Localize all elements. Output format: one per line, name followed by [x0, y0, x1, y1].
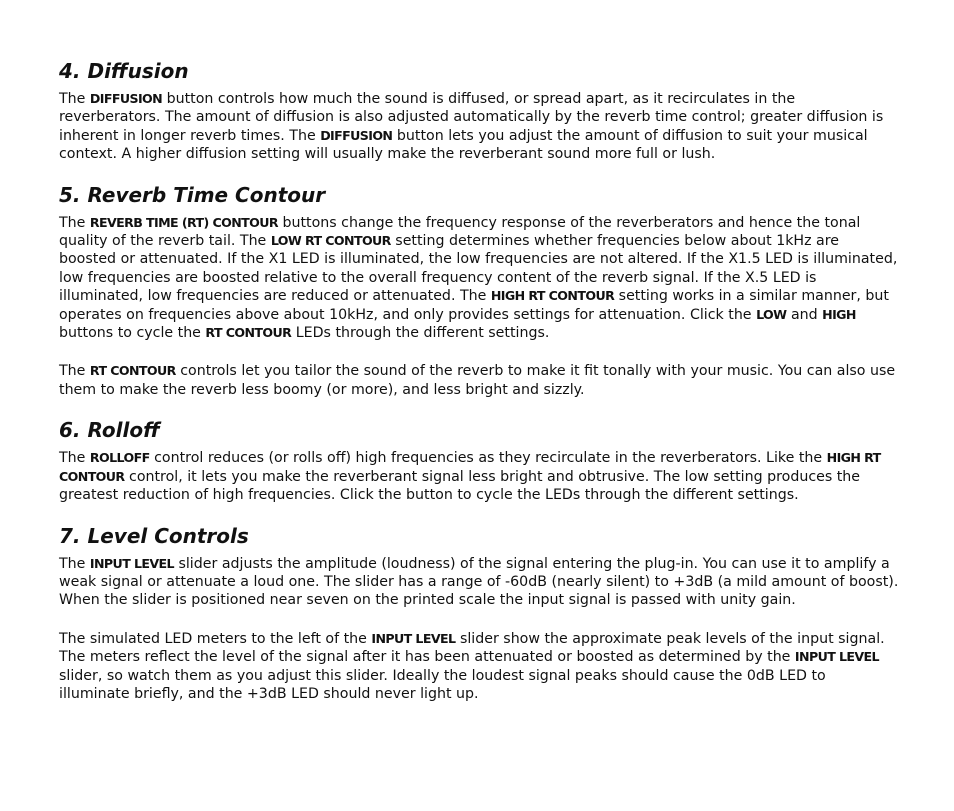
text-run: button controls how much the sound is diffused, or spread apart, as it recirculates in the reverberators. The amount of diffusion is also adjusted automatically by the reverb time control; greater diffusion is inherent in longer reverb times. The: [59, 91, 884, 144]
text-run: and: [786, 306, 823, 323]
text-run: buttons change the frequency response of the reverberators and hence the tonal quality of the reverb tail. The: [59, 214, 861, 250]
paragraph: [59, 90, 899, 164]
section-level-controls: [59, 523, 899, 704]
keyword-low: LOW: [756, 306, 787, 322]
keyword-input-level: INPUT LEVEL: [89, 555, 174, 571]
paragraph: [59, 362, 899, 399]
text-run: slider, so watch them as you adjust this slider. Ideally the loudest signal peaks should cause the 0dB LED to illuminate briefly, and the +3dB LED should never light up.: [59, 667, 826, 702]
keyword-diffusion: DIFFUSION: [89, 91, 163, 106]
keyword-high: HIGH: [822, 306, 856, 322]
text-run: buttons to cycle the: [59, 325, 206, 342]
keyword-input-level: INPUT LEVEL: [371, 630, 456, 646]
keyword-rt-contour: RT CONTOUR: [205, 325, 292, 341]
keyword-reverb-time-contour: REVERB TIME (RT) CONTOUR: [89, 214, 278, 230]
keyword-input-level: INPUT LEVEL: [794, 649, 879, 665]
paragraph: [59, 555, 899, 610]
text-run: setting works in a similar manner, but operates on frequencies above about 10kHz, and only provides settings for attenuation. Click the: [59, 288, 889, 323]
keyword-low-rt-contour: LOW RT CONTOUR: [270, 233, 391, 249]
text-run: The: [59, 91, 90, 107]
paragraph: [59, 214, 899, 343]
keyword-diffusion: DIFFUSION: [320, 127, 393, 143]
section-reverb-time-contour: [59, 182, 899, 400]
text-run: controls let you tailor the sound of the reverb to make it fit tonally with your music. You can also use them to make the reverb less boomy (or more), and less bright and sizzly.: [59, 363, 896, 398]
paragraph: [59, 449, 899, 504]
text-run: The: [59, 555, 90, 572]
section-heading: 7. Level Controls: [59, 523, 249, 548]
keyword-rt-contour: RT CONTOUR: [89, 363, 176, 379]
text-run: The: [59, 450, 90, 467]
text-run: button lets you adjust the amount of diffusion to suit your musical context. A higher diffusion setting will usually make the reverberant sound more full or lush.: [59, 127, 868, 163]
text-run: control, it lets you make the reverberant signal less bright and obtrusive. The low setting produces the greatest reduction of high frequencies. Click the button to cycle the LEDs through the different settings.: [59, 468, 861, 504]
keyword-rolloff: ROLLOFF: [89, 450, 150, 466]
paragraph: [59, 630, 899, 704]
section-heading: 5. Reverb Time Contour: [59, 182, 326, 207]
section-diffusion: [59, 58, 899, 164]
text-run: The simulated LED meters to the left of the: [59, 630, 372, 647]
text-run: slider adjusts the amplitude (loudness) of the signal entering the plug-in. You can use it to amplify a weak signal or attenuate a loud one. The slider has a range of -60dB (nearly silent) to +3dB (a mild amount of boost). When the slider is positioned near seven on the printed scale the input signal is passed with unity gain.: [59, 555, 899, 609]
text-run: The: [59, 214, 90, 231]
keyword-high-rt-contour: HIGH RT CONTOUR: [490, 288, 615, 304]
text-run: The: [59, 363, 90, 380]
section-heading: 6. Rolloff: [59, 418, 160, 443]
text-run: control reduces (or rolls off) high frequencies as they recirculate in the reverberators. Like the: [149, 450, 827, 467]
text-run: slider show the approximate peak levels of the input signal. The meters reflect the level of the signal after it has been attenuated or boosted as determined by the: [59, 630, 885, 666]
text-run: setting determines whether frequencies below about 1kHz are boosted or attenuated. If the X1 LED is illuminated, the low frequencies are not altered. If the X1.5 LED is illuminated, low frequencies are boosted relative to the overall frequency content of the reverb signal. If the X.5 LED is illuminated, low frequencies are reduced or attenuated. The: [59, 233, 898, 305]
section-heading: 4. Diffusion: [59, 59, 189, 83]
text-run: LEDs through the different settings.: [291, 325, 550, 342]
keyword-high-rt-contour: HIGH RT CONTOUR: [59, 450, 881, 484]
section-rolloff: [59, 417, 899, 504]
manual-page: [59, 58, 899, 721]
